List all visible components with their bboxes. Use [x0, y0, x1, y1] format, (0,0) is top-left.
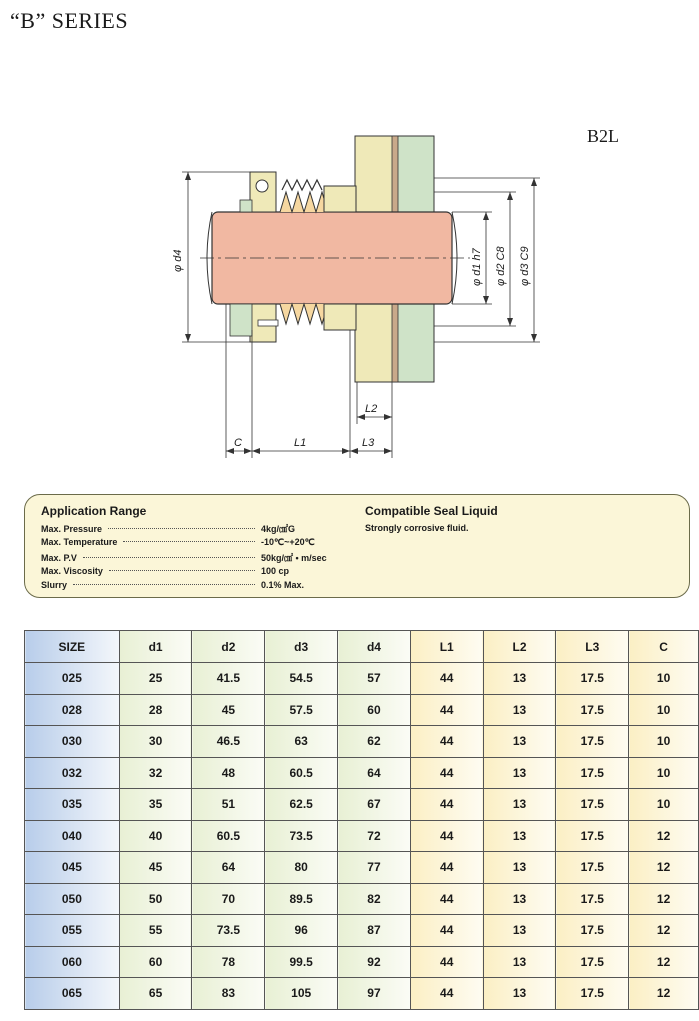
seal-face-bottom — [324, 304, 356, 330]
table-cell: 13 — [483, 694, 556, 726]
table-cell: 17.5 — [556, 820, 629, 852]
table-cell: 80 — [265, 852, 338, 884]
table-cell: 17.5 — [556, 978, 629, 1010]
label-d1: φ d1 h7 — [471, 248, 483, 286]
table-cell: 72 — [338, 820, 411, 852]
table-cell: 30 — [119, 726, 192, 758]
label-d3: φ d3 C9 — [519, 246, 531, 286]
table-cell: 045 — [25, 852, 120, 884]
table-cell: 17.5 — [556, 883, 629, 915]
table-row — [25, 883, 699, 915]
range-row-pv — [41, 551, 361, 566]
table-cell: 73.5 — [192, 915, 265, 947]
table-cell: 44 — [410, 820, 483, 852]
compatible-liquid-text: Strongly corrosive fluid. — [365, 523, 469, 533]
gasket-bottom — [392, 302, 398, 382]
column-header: d1 — [119, 631, 192, 663]
table-cell: 17.5 — [556, 726, 629, 758]
set-screw-top — [256, 180, 268, 192]
table-cell: 17.5 — [556, 757, 629, 789]
table-cell: 025 — [25, 663, 120, 695]
table-row — [25, 789, 699, 821]
table-cell: 64 — [338, 757, 411, 789]
column-header: SIZE — [25, 631, 120, 663]
table-cell: 17.5 — [556, 852, 629, 884]
table-cell: 44 — [410, 946, 483, 978]
table-cell: 45 — [119, 852, 192, 884]
table-cell: 60 — [338, 694, 411, 726]
range-value: 100 cp — [261, 565, 290, 576]
table-row — [25, 946, 699, 978]
label-l2: L2 — [365, 403, 378, 415]
table-row — [25, 915, 699, 947]
table-cell: 030 — [25, 726, 120, 758]
table-cell: 82 — [338, 883, 411, 915]
table-cell: 64 — [192, 852, 265, 884]
table-cell: 12 — [629, 852, 699, 884]
table-cell: 17.5 — [556, 946, 629, 978]
range-value: 4kg/㎠G — [261, 524, 296, 534]
application-range-panel — [24, 494, 690, 598]
table-cell: 25 — [119, 663, 192, 695]
table-cell: 10 — [629, 789, 699, 821]
table-cell: 83 — [192, 978, 265, 1010]
table-cell: 13 — [483, 883, 556, 915]
table-cell: 10 — [629, 694, 699, 726]
table-cell: 32 — [119, 757, 192, 789]
table-cell: 63 — [265, 726, 338, 758]
table-cell: 73.5 — [265, 820, 338, 852]
model-label: B2L — [587, 126, 620, 146]
table-cell: 97 — [338, 978, 411, 1010]
table-cell: 44 — [410, 726, 483, 758]
table-cell: 48 — [192, 757, 265, 789]
table-cell: 13 — [483, 946, 556, 978]
range-value: 50kg/㎠ • m/sec — [261, 553, 327, 563]
table-cell: 67 — [338, 789, 411, 821]
table-cell: 40 — [119, 820, 192, 852]
table-cell: 44 — [410, 915, 483, 947]
seal-face-top — [324, 186, 356, 212]
table-cell: 035 — [25, 789, 120, 821]
table-cell: 44 — [410, 663, 483, 695]
application-range-list — [41, 522, 361, 595]
table-cell: 44 — [410, 852, 483, 884]
table-cell: 60 — [119, 946, 192, 978]
gasket-top — [392, 136, 398, 214]
table-row — [25, 694, 699, 726]
column-header: L2 — [483, 631, 556, 663]
table-cell: 51 — [192, 789, 265, 821]
table-row — [25, 820, 699, 852]
table-cell: 13 — [483, 726, 556, 758]
table-cell: 50 — [119, 883, 192, 915]
table-cell: 78 — [192, 946, 265, 978]
column-header: L1 — [410, 631, 483, 663]
application-range-heading: Application Range — [41, 504, 147, 518]
table-cell: 040 — [25, 820, 120, 852]
table-cell: 105 — [265, 978, 338, 1010]
table-cell: 055 — [25, 915, 120, 947]
table-cell: 41.5 — [192, 663, 265, 695]
table-cell: 065 — [25, 978, 120, 1010]
table-cell: 87 — [338, 915, 411, 947]
column-header: C — [629, 631, 699, 663]
table-cell: 55 — [119, 915, 192, 947]
table-cell: 060 — [25, 946, 120, 978]
table-cell: 13 — [483, 820, 556, 852]
table-cell: 13 — [483, 915, 556, 947]
table-cell: 60.5 — [192, 820, 265, 852]
table-cell: 12 — [629, 946, 699, 978]
table-cell: 17.5 — [556, 663, 629, 695]
table-cell: 17.5 — [556, 789, 629, 821]
table-cell: 96 — [265, 915, 338, 947]
table-cell: 44 — [410, 757, 483, 789]
label-c: C — [234, 437, 242, 449]
label-d2: φ d2 C8 — [495, 246, 507, 286]
table-cell: 032 — [25, 757, 120, 789]
table-row — [25, 757, 699, 789]
table-cell: 35 — [119, 789, 192, 821]
label-d4: φ d4 — [172, 249, 184, 272]
table-cell: 46.5 — [192, 726, 265, 758]
table-cell: 45 — [192, 694, 265, 726]
table-cell: 60.5 — [265, 757, 338, 789]
table-cell: 13 — [483, 663, 556, 695]
table-cell: 17.5 — [556, 694, 629, 726]
label-l3: L3 — [362, 437, 375, 449]
table-cell: 44 — [410, 978, 483, 1010]
column-header: d2 — [192, 631, 265, 663]
table-cell: 17.5 — [556, 915, 629, 947]
range-row-slurry — [41, 580, 361, 595]
table-cell: 10 — [629, 663, 699, 695]
table-cell: 13 — [483, 789, 556, 821]
table-cell: 65 — [119, 978, 192, 1010]
table-cell: 62 — [338, 726, 411, 758]
table-cell: 28 — [119, 694, 192, 726]
range-value: 0.1% Max. — [261, 580, 305, 590]
table-cell: 12 — [629, 915, 699, 947]
column-header: d3 — [265, 631, 338, 663]
seat-top — [355, 136, 393, 214]
range-label: Slurry — [41, 580, 68, 590]
range-row-temperature — [41, 537, 361, 552]
table-cell: 13 — [483, 757, 556, 789]
range-label: Max. Temperature — [41, 536, 118, 547]
table-cell: 12 — [629, 883, 699, 915]
seat-bottom — [355, 302, 393, 382]
column-header: d4 — [338, 631, 411, 663]
table-cell: 70 — [192, 883, 265, 915]
table-cell: 62.5 — [265, 789, 338, 821]
table-cell: 10 — [629, 757, 699, 789]
range-label: Max. Pressure — [41, 524, 103, 534]
table-cell: 050 — [25, 883, 120, 915]
table-cell: 54.5 — [265, 663, 338, 695]
table-row — [25, 978, 699, 1010]
table-cell: 57.5 — [265, 694, 338, 726]
table-row — [25, 663, 699, 695]
table-cell: 89.5 — [265, 883, 338, 915]
table-cell: 10 — [629, 726, 699, 758]
table-row — [25, 852, 699, 884]
range-label: Max. P.V — [41, 553, 77, 563]
table-cell: 12 — [629, 820, 699, 852]
table-cell: 44 — [410, 883, 483, 915]
table-cell: 57 — [338, 663, 411, 695]
label-l1: L1 — [294, 437, 307, 449]
table-cell: 99.5 — [265, 946, 338, 978]
table-cell: 12 — [629, 978, 699, 1010]
series-title: “B” SERIES — [10, 8, 129, 33]
table-cell: 13 — [483, 852, 556, 884]
table-cell: 13 — [483, 978, 556, 1010]
column-header: L3 — [556, 631, 629, 663]
table-cell: 92 — [338, 946, 411, 978]
compatible-liquid-heading: Compatible Seal Liquid — [365, 504, 498, 518]
table-cell: 77 — [338, 852, 411, 884]
table-header-row — [25, 631, 699, 663]
seal-cross-section-drawing — [0, 0, 699, 490]
range-value: -10℃~+20℃ — [261, 536, 315, 547]
table-cell: 028 — [25, 694, 120, 726]
table-body — [25, 663, 699, 1010]
table-row — [25, 726, 699, 758]
table-cell: 44 — [410, 789, 483, 821]
table-cell: 44 — [410, 694, 483, 726]
range-label: Max. Viscosity — [41, 565, 103, 576]
range-row-pressure — [41, 522, 361, 537]
dimension-table — [24, 630, 699, 1010]
range-row-viscosity — [41, 566, 361, 581]
